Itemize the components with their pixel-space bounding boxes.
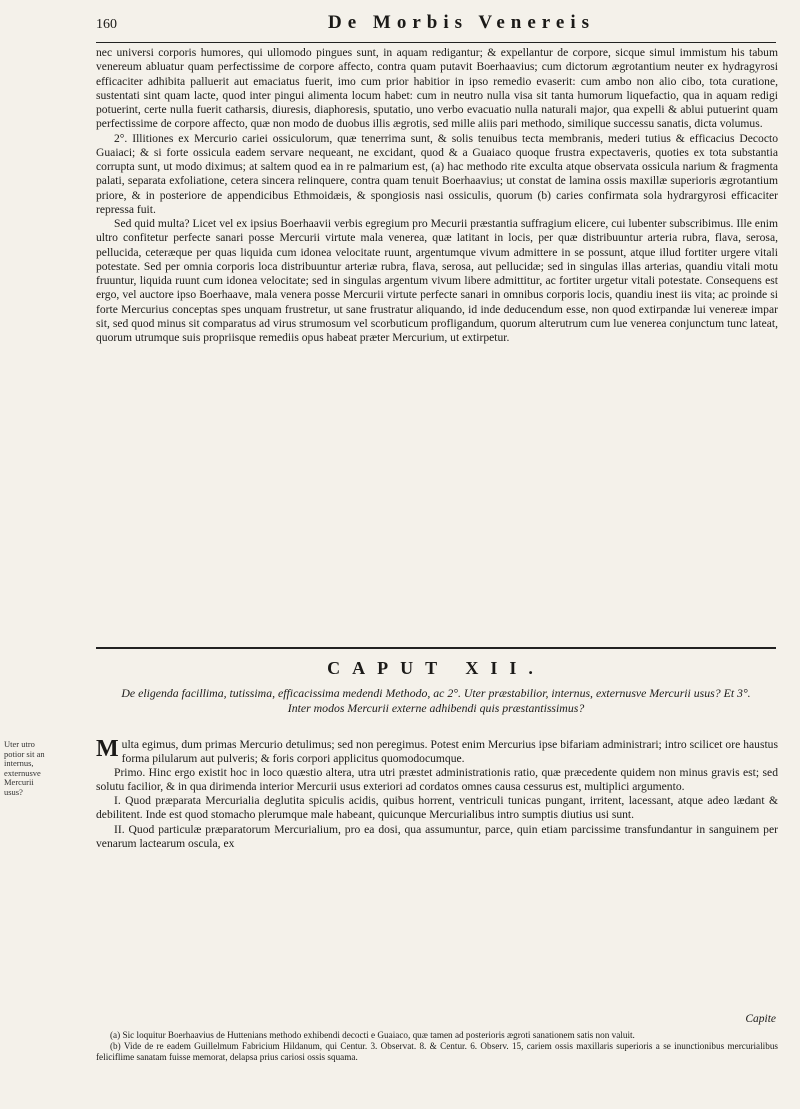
chapter-paragraph: Primo. Hinc ergo existit hoc in loco quæstio altera, utra utri præstet administrationis ratio, quæ præcedente quidem non minus gravis est; sed solutu facilior, & in qua dirimenda interior Mercurii usus exteriori ad cordatos omnes causa cessurus est, multiplici argumento. [96,766,778,794]
footnote: (a) Sic loquitur Boerhaavius de Huttenians methodo exhibendi decocti e Guaiaco, quæ tamen ad posterioris ægroti sanationem satis non valuit. [110,1030,635,1040]
page-number: 160 [96,17,117,32]
page-header [96,12,776,42]
margin-note: Uter utro potior sit an internus, externusve Mercurii usus? [4,739,45,797]
body-paragraph: Sed quid multa? Licet vel ex ipsius Boerhaavii verbis egregium pro Mecurii præstantia suffragium elicere, cui lubenter subscribimus. Ille enim ultro confitetur perfecte sanari posse Mercurii virtute mala venerea, quæ latitant in locis, per quæ distribuuntur arteria rubra, flava, serosa, pellucida, ceteræque per quas liquida cum idonea velocitate ruunt, argentumque vivum admittere in se possunt, atque illud fortiter urgere vitali potestate. Sed per omnia corporis loca distribuuntur arteriæ rubra, flava, serosa, aut pellucidæ; sed in singulas illas arterias, quandiu vitali motu fruuntur, liquida ruunt cum idonea velocitate; sed in singulas argentum vivum libere admittitur, ac fortiter urgetur vitali potestate. Consequens est ergo, vel auctore ipso Boerhaave, mala venera posse Mercurii virtute perfecte sanari in omnibus corporis locis, quandiu inest iis vita; ac proinde si forte Mercurius conceptas spes unquam frustretur, ut sane frustratur aliquando, id inde deducendum esse, non quod extirpandæ lui venereæ impar sit, sed quod minus sit comparatus ad virus strumosum vel scorbuticum profligandum, quorum alterutrum cum lue venerea conjunctum tunc lateat, quorum utrumque suis propriisque remediis opus habeat præter Mercurium, ut extirpetur. [96,217,778,344]
chapter-title: CAPUT XII. [327,658,545,678]
chapter-paragraph: I. Quod præparata Mercurialia deglutita spiculis acidis, quibus horrent, ventriculi tunicas pungant, irritent, lacessant, atque adeo lædant & debilitent. Inde est quod stomacho plerumque male habeant, quicunque Mercurialibus intro sumptis diutius usi sunt. [96,794,778,822]
catchword: Capite [745,1013,776,1025]
chapter-subtitle: De eligenda facillima, tutissima, efficacissima medendi Methodo, ac 2°. Uter præstabilior, internus, externusve Mercurii usus? Et 3°. Inter modos Mercurii externe adhibendi quis præstantissimus? [121,686,751,715]
body-paragraph: 2°. Illitiones ex Mercurio cariei ossiculorum, quæ tenerrima sunt, & solis tenuibus tecta membranis, mederi tutius & efficacius Decocto Guaiaci; & si forte ossicula eadem servare nequeant, ne excidant, quod & a Guaiaco quoque frustra expectaveris, quoties ex tota substantia corrupta sunt, ut modo diximus; at saltem quod ea in re palmarium est, (a) hac methodo rite exculta atque observata ossicula narium & fragmenta palati, separata exfoliatione, cetera sincera relinquere, contra quam tenuit Boerhaavius; ut constat de lamina ossis maxillæ superioris ægrotantium priore, & in posteriore de appendicibus Ethmoidæis, & spongiosis nasi ossiculis, quorum (b) caries confirmata sola hydrargyrosi efficaciter repressa fuit. [96,131,778,216]
chapter-body [96,738,778,851]
drop-cap: M [96,736,119,762]
section-separator [96,647,776,649]
body-paragraph: nec universi corporis humores, qui ullomodo pingues sunt, in aquam redigantur; & expellantur de corpore, sicque simul immistum his tabum venereum abluatur quam perfectissime de corpore affecto, contra quam putavit Boerhaavius; cum dictorum ægrotantium neuter ex hydragyrosi efficaciter adhibita palluerit aut emaciatus fuerit, imo cum prior habitior in ipso remedio evaserit: cum ambo non alio cibo, tota curatione, sustentati sint quam lacte, quod inter pingui alimenta locum habet: cum in neutro nulla visa sit tanta humorum liquefactio, qua in aquam redigi potuerint, certe nulla fuerit catharsis, diuresis, diaphoresis, sputatio, uno verbo evacuatio nulla naturali major, qua expelli & ablui putuerint quam perfectissime de corpore affecto, quæ non modo de duobus illis ægrotis, sed mille aliis pari methodo, similique successu sanatis, dicta volumus. [96,46,778,131]
footnote: (b) Vide de re eadem Guillelmum Fabricium Hildanum, qui Centur. 3. Observat. 8. & Centur. 6. Observ. 15, cariem ossis maxillaris superioris a se inunctionibus mercurialibus feliciflime sanatam fuisse memorat, delapsa prius cariosi ossis squama. [96,1041,778,1062]
body-text [96,46,778,345]
running-title: De Morbis Venereis [327,12,596,33]
footnotes [96,1030,778,1063]
header-rule [96,42,776,43]
chapter-paragraph-text: ulta egimus, dum primas Mercurio detulimus; sed non peregimus. Potest enim Mercurius ipse bifariam administrari; intro scilicet ore haustus forma pilularum aut pulveris; & foris corpori applicitus quomodocumque. [121,738,778,766]
chapter-paragraph [96,738,778,766]
chapter-paragraph: II. Quod particulæ præparatorum Mercurialium, pro ea dosi, qua assumuntur, parce, quin etiam parcissime transfundantur in sanguinem per venarum lactearum oscula, ex [96,822,778,850]
